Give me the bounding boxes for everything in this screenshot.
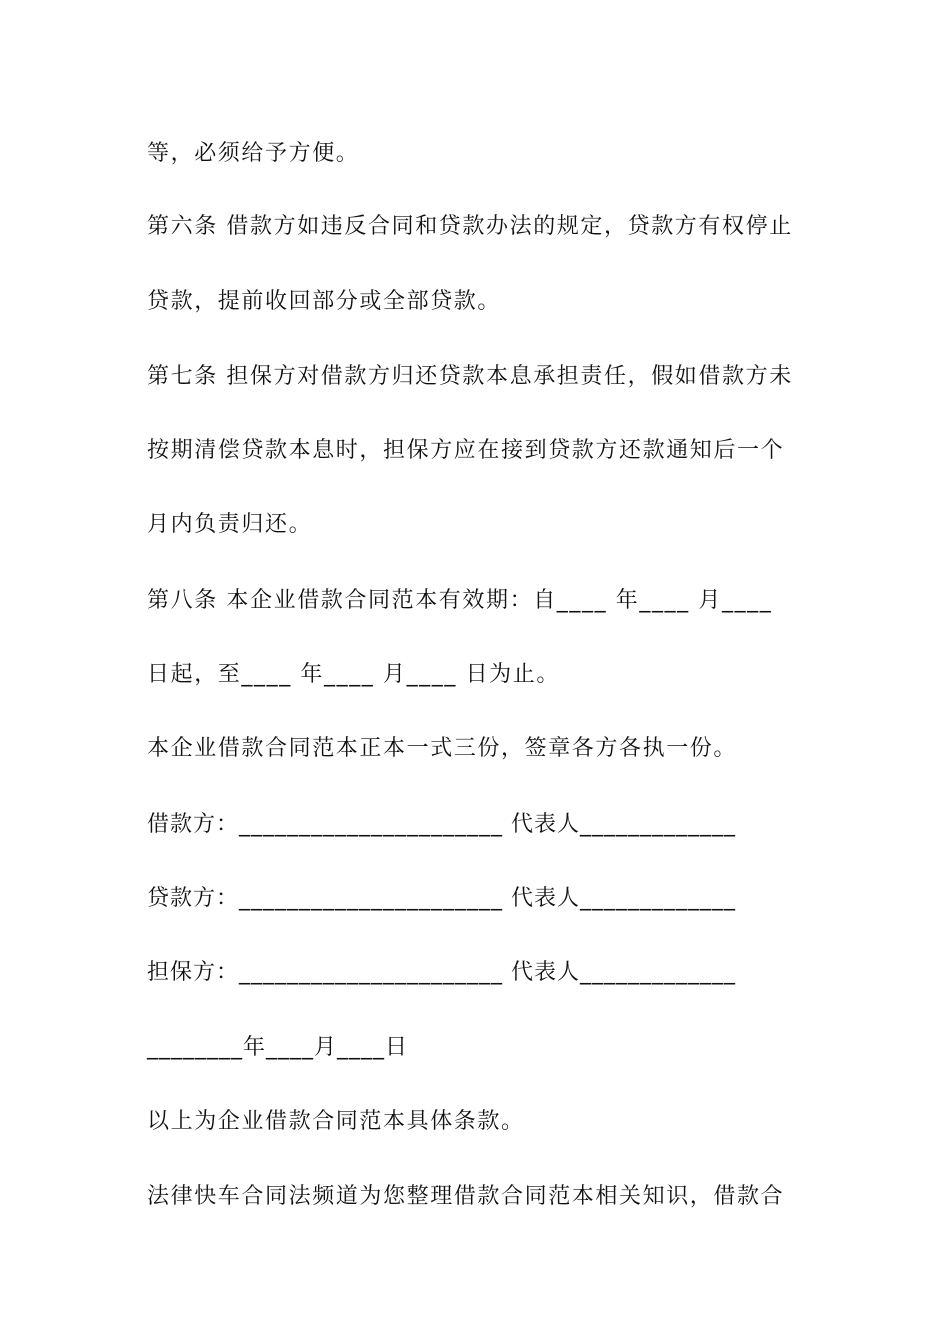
summary-line: 以上为企业借款合同范本具体条款。 bbox=[147, 1109, 525, 1134]
copies-statement: 本企业借款合同范本正本一式三份，签章各方各执一份。 bbox=[147, 736, 738, 761]
article-7-line-1: 第七条 担保方对借款方归还贷款本息承担责任，假如借款方未 bbox=[147, 364, 793, 389]
paragraph-line: 等，必须给予方便。 bbox=[147, 141, 360, 166]
article-6-line-2: 贷款，提前收回部分或全部贷款。 bbox=[147, 289, 502, 314]
article-6-line-1: 第六条 借款方如违反合同和贷款办法的规定，贷款方有权停止 bbox=[147, 214, 793, 239]
lender-signature-line: 贷款方：______________________ 代表人_____________ bbox=[147, 886, 736, 911]
guarantor-signature-line: 担保方：______________________ 代表人_____________ bbox=[147, 960, 736, 985]
date-line: ________年____月____日 bbox=[147, 1035, 409, 1060]
borrower-signature-line: 借款方：______________________ 代表人_____________ bbox=[147, 812, 736, 837]
article-7-line-2: 按期清偿贷款本息时，担保方应在接到贷款方还款通知后一个 bbox=[147, 438, 785, 463]
article-8-line-1: 第八条 本企业借款合同范本有效期：自____ 年____ 月____ bbox=[147, 588, 773, 613]
article-8-line-2: 日起，至____ 年____ 月____ 日为止。 bbox=[147, 662, 560, 687]
article-7-line-3: 月内负责归还。 bbox=[147, 512, 313, 537]
closing-line: 法律快车合同法频道为您整理借款合同范本相关知识，借款合 bbox=[147, 1184, 785, 1209]
